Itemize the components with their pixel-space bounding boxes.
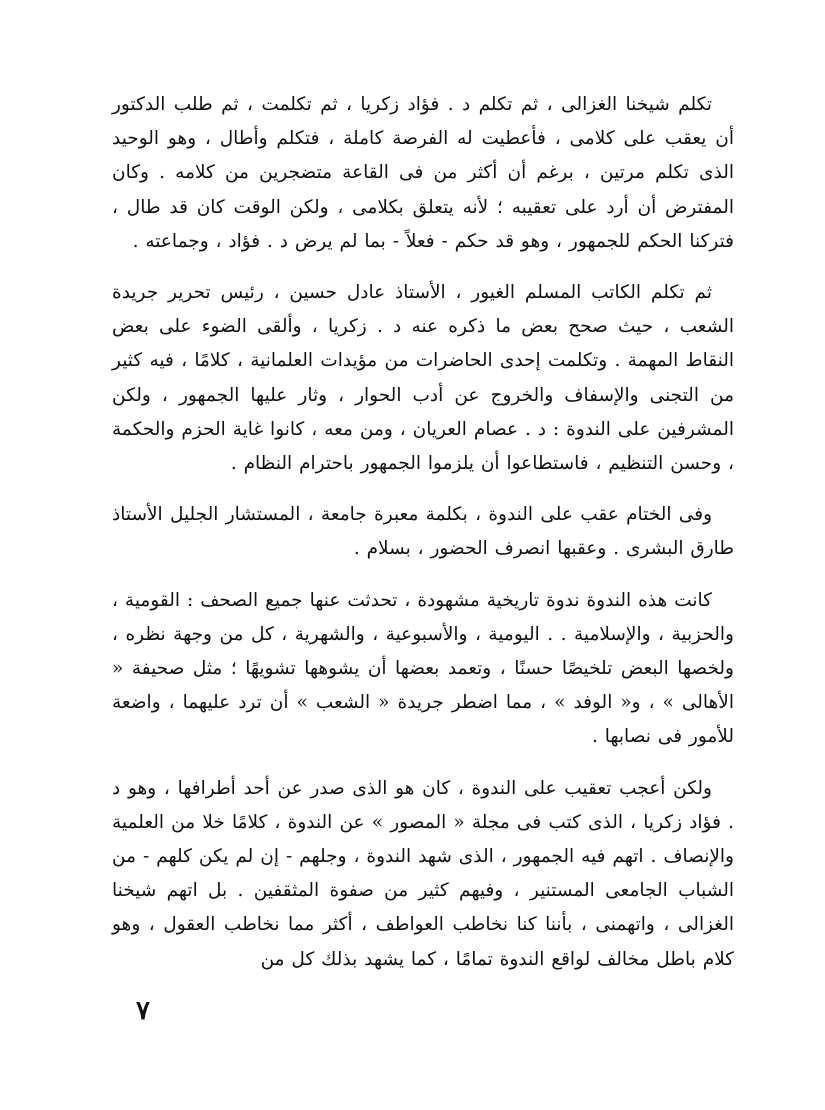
paragraph-5: ولكن أعجب تعقيب على الندوة ، كان هو الذى صدر عن أحد أطرافها ، وهو د . فؤاد زكريا ، الذى كتب فى مجلة « المصور » عن الندوة ، كلامًا خلا من العلمية والإنصاف . اتهم فيه الجمهور ، الذى شهد الندوة ، وجلهم - إن لم يكن كلهم - من الشباب الجامعى المستنير ، وفيهم كثير من صفوة المثقفين . بل اتهم شيخنا الغزالى ، واتهمنى ، بأننا كنا نخاطب العواطف ، أكثر مما نخاطب العقول ، وهو كلام باطل مخالف لواقع الندوة تمامًا ، كما يشهد بذلك كل من (112, 777, 734, 970)
paragraph-2: ثم تكلم الكاتب المسلم الغيور ، الأستاذ عادل حسين ، رئيس تحرير جريدة الشعب ، حيث صحح بعض ما ذكره عنه د . زكريا ، وألقى الضوء على بعض النقاط المهمة . وتكلمت إحدى الحاضرات من مؤيدات العلمانية ، كلامًا ، فيه كثير من التجنى والإسفاف والخروج عن أدب الحوار ، وثار عليها الجمهور ، ولكن المشرفين على الندوة : د . عصام العريان ، ومن معه ، كانوا غاية الحزم والحكمة ، وحسن التنظيم ، فاستطاعوا أن يلزموا الجمهور باحترام النظام . (112, 282, 734, 475)
page-number: ٧ (136, 996, 150, 1026)
document-body (112, 88, 734, 1018)
paragraph-3: وفى الختام عقب على الندوة ، بكلمة معبرة جامعة ، المستشار الجليل الأستاذ طارق البشرى . وعقبها انصرف الحضور ، بسلام . (112, 504, 734, 560)
paragraph-1: تكلم شيخنا الغزالى ، ثم تكلم د . فؤاد زكريا ، ثم تكلمت ، ثم طلب الدكتور أن يعقب على كلامى ، فأعطيت له الفرصة كاملة ، فتكلم وأطال ، وهو الوحيد الذى تكلم مرتين ، برغم أن أكثر من فى القاعة متضجرين من كلامه . وكان المفترض أن أرد على تعقيبه ؛ لأنه يتعلق بكلامى ، ولكن الوقت كان قد طال ، فتركنا الحكم للجمهور ، وهو قد حكم - فعلاً - بما لم يرض د . فؤاد ، وجماعته . (112, 94, 734, 252)
paragraph-4: كانت هذه الندوة ندوة تاريخية مشهودة ، تحدثت عنها جميع الصحف : القومية ، والحزبية ، والإسلامية . . اليومية ، والأسبوعية ، والشهرية ، كل من وجهة نظره ، ولخصها البعض تلخيصًا حسنًا ، وتعمد بعضها أن يشوهها تشويهًا ؛ مثل صحيفة « الأهالى » ، و« الوفد » ، مما اضطر جريدة « الشعب » أن ترد عليهما ، واضعة للأمور فى نصابها . (112, 589, 734, 748)
